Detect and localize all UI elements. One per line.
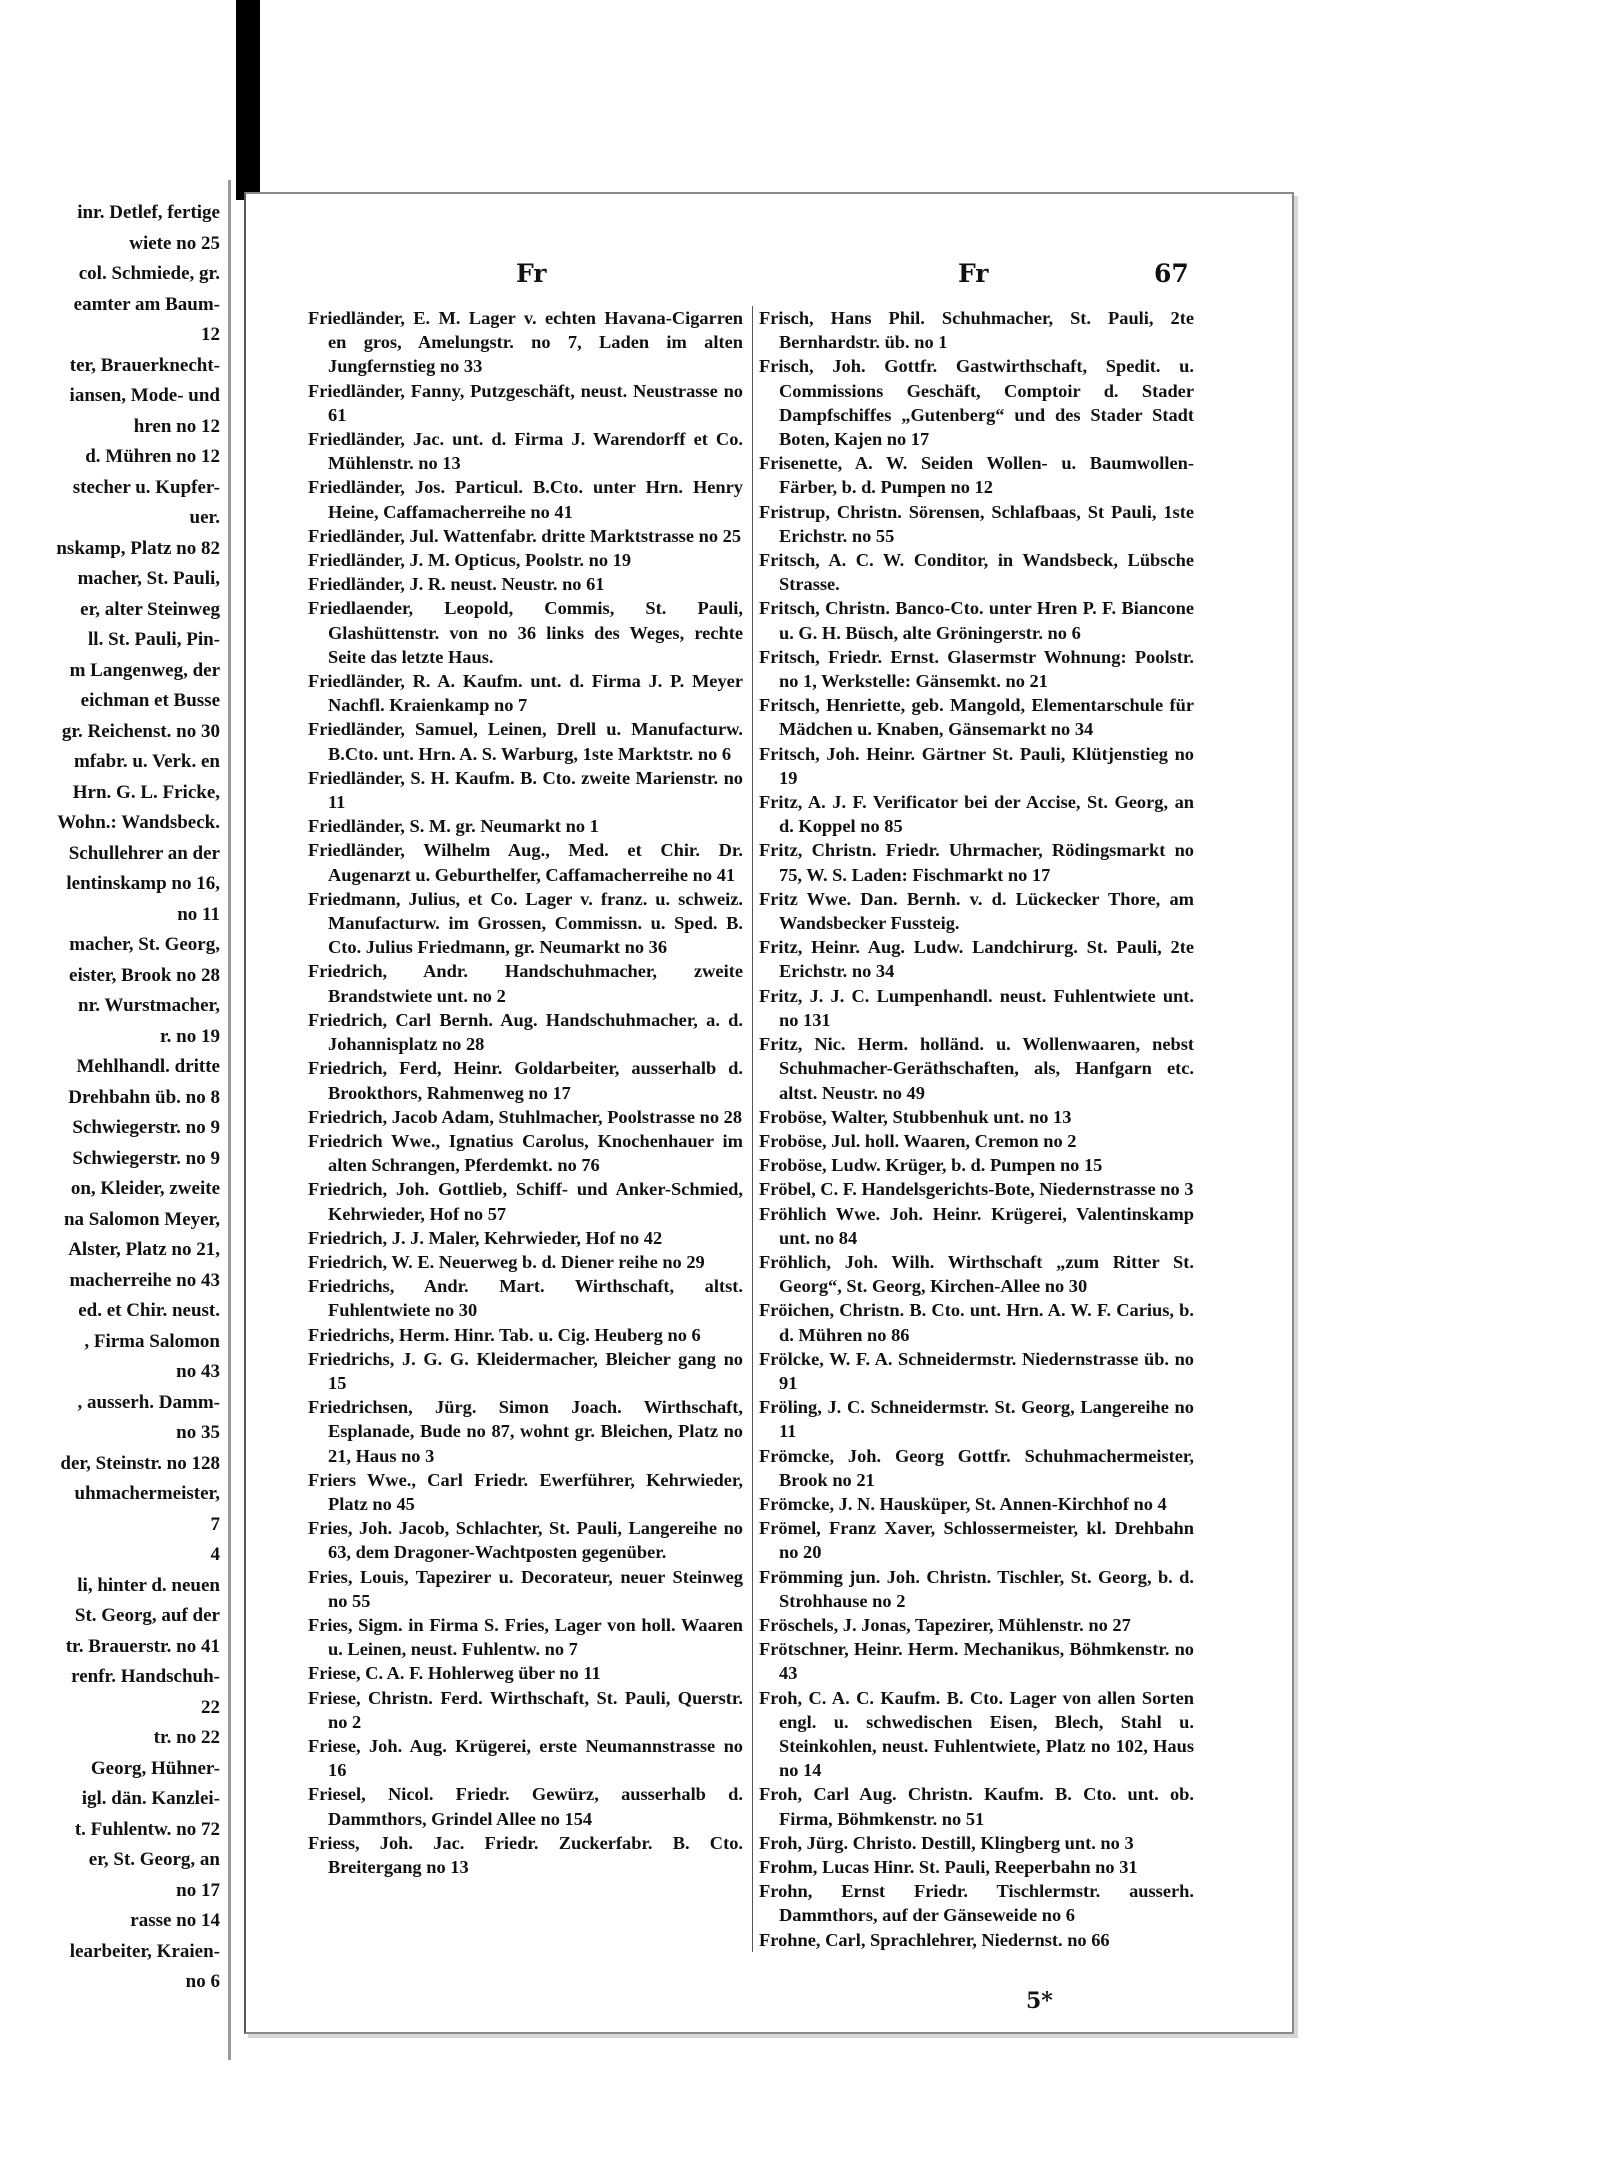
previous-page-line: hren no 12 bbox=[133, 415, 220, 437]
directory-entry: Frohm, Lucas Hinr. St. Pauli, Reeperbahn no 31 bbox=[759, 1857, 1138, 1877]
previous-page-line: lentinskamp no 16, bbox=[66, 873, 220, 894]
directory-entry: Fries, Joh. Jacob, Schlachter, St. Pauli, Langereihe no 63, dem Dragoner-Wachtposten gegenüber. bbox=[308, 1518, 743, 1563]
previous-page-line: renfr. Handschuh- bbox=[71, 1666, 220, 1687]
directory-entry: Friedländer, Jac. unt. d. Firma J. Warendorff et Co. Mühlenstr. no 13 bbox=[308, 429, 743, 474]
previous-page-line: Schwiegerstr. no 9 bbox=[72, 1147, 220, 1169]
directory-entry: Fritz, Christn. Friedr. Uhrmacher, Rödingsmarkt no 75, W. S. Laden: Fischmarkt no 17 bbox=[759, 840, 1194, 885]
previous-page-line: der, Steinstr. no 128 bbox=[60, 1452, 220, 1474]
directory-entry: Fries, Sigm. in Firma S. Fries, Lager von holl. Waaren u. Leinen, neust. Fuhlentw. no 7 bbox=[308, 1614, 743, 1660]
directory-entry: Friese, Joh. Aug. Krügerei, erste Neumannstrasse no 16 bbox=[308, 1735, 743, 1781]
header-left-letters: Fr bbox=[516, 259, 547, 288]
directory-entry: Fritsch, Friedr. Ernst. Glasermstr Wohnung: Poolstr. no 1, Werkstelle: Gänsemkt. no 21 bbox=[759, 646, 1194, 692]
previous-page-line: eister, Brook no 28 bbox=[69, 964, 220, 986]
previous-page-line: no 17 bbox=[176, 1879, 220, 1901]
right-column bbox=[752, 306, 1194, 1952]
previous-page-line: ll. St. Pauli, Pin- bbox=[88, 629, 220, 650]
directory-entry: Froh, C. A. C. Kaufm. B. Cto. Lager von allen Sorten engl. u. schwedischen Eisen, Blech, Stahl u. Steinkohlen, neust. Fuhlentwiete, Platz no 102, Haus no 14 bbox=[759, 1687, 1194, 1781]
previous-page-line: tr. Brauerstr. no 41 bbox=[65, 1635, 220, 1657]
header-right-letters: Fr bbox=[958, 259, 989, 288]
previous-page-line: Alster, Platz no 21, bbox=[68, 1239, 220, 1260]
directory-entry: Friedländer, J. M. Opticus, Poolstr. no 19 bbox=[308, 550, 632, 571]
directory-entry: Fröling, J. C. Schneidermstr. St. Georg, Langereihe no 11 bbox=[759, 1397, 1194, 1442]
directory-entry: Friedrich, Carl Bernh. Aug. Handschuhmacher, a. d. Johannisplatz no 28 bbox=[308, 1009, 743, 1055]
directory-entry: Friedrichsen, Jürg. Simon Joach. Wirthschaft, Esplanade, Bude no 87, wohnt gr. Bleichen, Platz no 21, Haus no 3 bbox=[308, 1397, 743, 1466]
directory-entry: Froh, Carl Aug. Christn. Kaufm. B. Cto. unt. ob. Firma, Böhmkenstr. no 51 bbox=[759, 1784, 1194, 1829]
previous-page-line: Wohn.: Wandsbeck. bbox=[57, 812, 220, 833]
directory-entry: Fröbel, C. F. Handelsgerichts-Bote, Niedernstrasse no 3 bbox=[759, 1179, 1194, 1200]
directory-entry: Friedrichs, Herm. Hinr. Tab. u. Cig. Heuberg no 6 bbox=[308, 1324, 701, 1345]
previous-page-line: li, hinter d. neuen bbox=[77, 1574, 220, 1596]
previous-page-line: no 11 bbox=[177, 903, 220, 925]
previous-page-line: on, Kleider, zweite bbox=[70, 1178, 220, 1199]
directory-entry: Friess, Joh. Jac. Friedr. Zuckerfabr. B. Cto. Breitergang no 13 bbox=[308, 1832, 743, 1877]
previous-page-line: d. Mühren no 12 bbox=[85, 446, 220, 467]
previous-page-line: wiete no 25 bbox=[129, 232, 220, 254]
directory-entry: Frisch, Joh. Gottfr. Gastwirthschaft, Spedit. u. Commissions Geschäft, Comptoir d. Stader Dampfschiffes „Gutenberg“ und des Stader Stadt Boten, Kajen no 17 bbox=[759, 356, 1194, 450]
directory-entry: Friers Wwe., Carl Friedr. Ewerführer, Kehrwieder, Platz no 45 bbox=[308, 1469, 743, 1514]
directory-entry: Frömel, Franz Xaver, Schlossermeister, kl. Drehbahn no 20 bbox=[759, 1518, 1194, 1563]
previous-page-line: learbeiter, Kraien- bbox=[69, 1940, 220, 1962]
directory-entry: Friedländer, J. R. neust. Neustr. no 61 bbox=[308, 574, 605, 595]
directory-entry: Frohn, Ernst Friedr. Tischlermstr. ausserh. Dammthors, auf der Gänseweide no 6 bbox=[759, 1881, 1194, 1926]
directory-entry: Fröhlich, Joh. Wilh. Wirthschaft „zum Ritter St. Georg“, St. Georg, Kirchen-Allee no 30 bbox=[759, 1251, 1194, 1297]
previous-page-line: stecher u. Kupfer- bbox=[72, 476, 220, 498]
directory-entry: Friedrich Wwe., Ignatius Carolus, Knochenhauer im alten Schrangen, Pferdemkt. no 76 bbox=[308, 1130, 743, 1176]
directory-entry: Friedländer, R. A. Kaufm. unt. d. Firma J. P. Meyer Nachfl. Kraienkamp no 7 bbox=[308, 671, 743, 716]
previous-page-line: , ausserh. Damm- bbox=[77, 1391, 220, 1413]
previous-page-line: Georg, Hühner- bbox=[90, 1757, 220, 1779]
directory-entry: Friedrichs, Andr. Mart. Wirthschaft, altst. Fuhlentwiete no 30 bbox=[308, 1276, 743, 1321]
directory-entry: Frölcke, W. F. A. Schneidermstr. Niedernstrasse üb. no 91 bbox=[759, 1348, 1194, 1393]
page-number: 67 bbox=[1154, 259, 1189, 288]
directory-entry: Friedländer, Wilhelm Aug., Med. et Chir. Dr. Augenarzt u. Geburthelfer, Caffamacherreihe no 41 bbox=[308, 840, 743, 885]
previous-page-line: 12 bbox=[201, 324, 220, 345]
directory-entry: Fries, Louis, Tapezirer u. Decorateur, neuer Steinweg no 55 bbox=[308, 1566, 743, 1611]
directory-entry: Fröschels, J. Jonas, Tapezirer, Mühlenstr. no 27 bbox=[759, 1614, 1131, 1635]
directory-entry: Fröhlich Wwe. Joh. Heinr. Krügerei, Valentinskamp unt. no 84 bbox=[759, 1203, 1194, 1248]
directory-entry: Friese, Christn. Ferd. Wirthschaft, St. Pauli, Querstr. no 2 bbox=[308, 1687, 743, 1732]
directory-entry: Froböse, Jul. holl. Waaren, Cremon no 2 bbox=[759, 1130, 1077, 1151]
directory-entry: Friedlaender, Leopold, Commis, St. Pauli, Glashüttenstr. von no 36 links des Weges, rechte Seite das letzte Haus. bbox=[308, 598, 743, 667]
directory-entry: Fritz, Nic. Herm. holländ. u. Wollenwaaren, nebst Schuhmacher-Geräthschaften, als, Hanfgarn etc. altst. Neustr. no 49 bbox=[759, 1034, 1194, 1103]
previous-page-fragment bbox=[0, 180, 231, 2060]
directory-entry: Fritsch, A. C. W. Conditor, in Wandsbeck, Lübsche Strasse. bbox=[759, 550, 1194, 595]
previous-page-line: mfabr. u. Verk. en bbox=[73, 751, 220, 772]
directory-entry: Friedländer, E. M. Lager v. echten Havana-Cigarren en gros, Amelungstr. no 7, Laden im alten Jungfernstieg no 33 bbox=[308, 308, 743, 377]
directory-entry: Froböse, Ludw. Krüger, b. d. Pumpen no 15 bbox=[759, 1155, 1103, 1176]
previous-page-line: nr. Wurstmacher, bbox=[78, 995, 220, 1016]
previous-page-line: no 43 bbox=[176, 1361, 220, 1382]
previous-page-line: nskamp, Platz no 82 bbox=[56, 537, 220, 559]
previous-page-line: m Langenweg, der bbox=[69, 659, 220, 681]
directory-entry: Friedrich, Jacob Adam, Stuhlmacher, Poolstrasse no 28 bbox=[308, 1106, 743, 1127]
signature-mark: 5* bbox=[1026, 1988, 1053, 2014]
directory-entry: Fritz, A. J. F. Verificator bei der Accise, St. Georg, an d. Koppel no 85 bbox=[759, 792, 1194, 837]
left-column bbox=[308, 306, 743, 1879]
directory-entry: Friedländer, Samuel, Leinen, Drell u. Manufacturw. B.Cto. unt. Hrn. A. S. Warburg, 1ste Marktstr. no 6 bbox=[308, 719, 743, 764]
directory-entry: Friedländer, Fanny, Putzgeschäft, neust. Neustrasse no 61 bbox=[308, 380, 743, 425]
previous-page-line: macher, St. Pauli, bbox=[77, 568, 220, 589]
previous-page-line: inr. Detlef, fertige bbox=[77, 202, 220, 223]
previous-page-line: gr. Reichenst. no 30 bbox=[61, 720, 220, 742]
previous-page-line: r. no 19 bbox=[159, 1025, 220, 1047]
directory-entry: Frohne, Carl, Sprachlehrer, Niedernst. no 66 bbox=[759, 1929, 1110, 1950]
directory-entry: Froh, Jürg. Christo. Destill, Klingberg unt. no 3 bbox=[759, 1832, 1134, 1853]
directory-entry: Friedrich, Ferd, Heinr. Goldarbeiter, ausserhalb d. Brookthors, Rahmenweg no 17 bbox=[308, 1058, 743, 1103]
directory-entry: Friedrich, Joh. Gottlieb, Schiff- und Anker-Schmied, Kehrwieder, Hof no 57 bbox=[308, 1179, 743, 1224]
previous-page-line: t. Fuhlentw. no 72 bbox=[74, 1818, 220, 1840]
directory-entry: Friedrich, J. J. Maler, Kehrwieder, Hof no 42 bbox=[308, 1227, 663, 1248]
binding-shadow bbox=[236, 0, 260, 200]
directory-page bbox=[244, 192, 1294, 2034]
directory-entry: Fritz, J. J. C. Lumpenhandl. neust. Fuhlentwiete unt. no 131 bbox=[759, 985, 1194, 1030]
directory-entry: Frötschner, Heinr. Herm. Mechanikus, Böhmkenstr. no 43 bbox=[759, 1639, 1194, 1684]
directory-entry: Frömcke, Joh. Georg Gottfr. Schuhmachermeister, Brook no 21 bbox=[759, 1445, 1194, 1490]
directory-entry: Friedrich, W. E. Neuerweg b. d. Diener reihe no 29 bbox=[308, 1251, 705, 1272]
directory-entry: Friedrich, Andr. Handschuhmacher, zweite Brandstwiete unt. no 2 bbox=[308, 961, 743, 1006]
directory-entry: Fristrup, Christn. Sörensen, Schlafbaas, St Pauli, 1ste Erichstr. no 55 bbox=[759, 501, 1194, 546]
previous-page-line: 4 bbox=[210, 1544, 220, 1565]
previous-page-line: Schullehrer an der bbox=[68, 842, 220, 864]
directory-entry: Friedländer, S. M. gr. Neumarkt no 1 bbox=[308, 816, 599, 837]
directory-entry: Frisenette, A. W. Seiden Wollen- u. Baumwollen-Färber, b. d. Pumpen no 12 bbox=[759, 453, 1194, 498]
previous-page-line: col. Schmiede, gr. bbox=[78, 263, 220, 284]
previous-page-line: Hrn. G. L. Fricke, bbox=[72, 781, 220, 803]
directory-entry: Fritsch, Joh. Heinr. Gärtner St. Pauli, Klütjenstieg no 19 bbox=[759, 743, 1194, 788]
previous-page-line: ed. et Chir. neust. bbox=[78, 1300, 220, 1321]
previous-page-line: St. Georg, auf der bbox=[74, 1605, 220, 1626]
directory-entry: Frömming jun. Joh. Christn. Tischler, St. Georg, b. d. Strohhause no 2 bbox=[759, 1566, 1194, 1611]
directory-entry: Fritz Wwe. Dan. Bernh. v. d. Lückecker Thore, am Wandsbecker Fussteig. bbox=[759, 888, 1194, 934]
previous-page-line: er, St. Georg, an bbox=[88, 1849, 220, 1870]
previous-page-line: ter, Brauerknecht- bbox=[69, 354, 220, 376]
previous-page-line: no 35 bbox=[176, 1422, 220, 1443]
previous-page-line: Drehbahn üb. no 8 bbox=[68, 1086, 220, 1108]
previous-page-line: igl. dän. Kanzlei- bbox=[81, 1788, 220, 1809]
previous-page-line: eichman et Busse bbox=[80, 690, 220, 711]
directory-entry: Fritsch, Christn. Banco-Cto. unter Hren P. F. Biancone u. G. H. Büsch, alte Gröningerstr. no 6 bbox=[759, 598, 1194, 643]
previous-page-line: macherreihe no 43 bbox=[69, 1269, 220, 1291]
previous-page-line: macher, St. Georg, bbox=[69, 934, 220, 955]
previous-page-line: uer. bbox=[189, 507, 220, 528]
directory-entry: Fröichen, Christn. B. Cto. unt. Hrn. A. W. F. Carius, b. d. Mühren no 86 bbox=[759, 1300, 1194, 1345]
previous-page-line: Mehlhandl. dritte bbox=[76, 1056, 220, 1077]
directory-entry: Friedmann, Julius, et Co. Lager v. franz. u. schweiz. Manufacturw. im Grossen, Commissn. u. Sped. B. Cto. Julius Friedmann, gr. Neumarkt no 36 bbox=[308, 888, 743, 958]
previous-page-line: tr. no 22 bbox=[153, 1727, 220, 1748]
previous-page-line: er, alter Steinweg bbox=[80, 598, 220, 620]
previous-page-line: uhmachermeister, bbox=[74, 1483, 220, 1504]
previous-page-line: na Salomon Meyer, bbox=[63, 1208, 220, 1230]
directory-entry: Frisch, Hans Phil. Schuhmacher, St. Pauli, 2te Bernhardstr. üb. no 1 bbox=[759, 308, 1194, 353]
previous-page-line: 22 bbox=[201, 1696, 220, 1718]
previous-page-line: 7 bbox=[210, 1513, 220, 1535]
directory-entry: Friedrichs, J. G. G. Kleidermacher, Bleicher gang no 15 bbox=[308, 1348, 743, 1393]
previous-page-line: , Firma Salomon bbox=[84, 1330, 220, 1352]
directory-entry: Fritz, Heinr. Aug. Ludw. Landchirurg. St. Pauli, 2te Erichstr. no 34 bbox=[759, 937, 1194, 982]
directory-entry: Friedländer, Jul. Wattenfabr. dritte Marktstrasse no 25 bbox=[308, 525, 742, 546]
previous-page-line: Schwiegerstr. no 9 bbox=[72, 1117, 220, 1138]
directory-entry: Friese, C. A. F. Hohlerweg über no 11 bbox=[308, 1663, 601, 1684]
directory-entry: Frömcke, J. N. Hausküper, St. Annen-Kirchhof no 4 bbox=[759, 1493, 1167, 1514]
previous-page-line: eamter am Baum- bbox=[73, 293, 220, 315]
directory-entry: Friesel, Nicol. Friedr. Gewürz, ausserhalb d. Dammthors, Grindel Allee no 154 bbox=[308, 1784, 743, 1829]
previous-page-line: iansen, Mode- und bbox=[69, 385, 220, 406]
previous-page-line: rasse no 14 bbox=[130, 1910, 220, 1931]
directory-entry: Froböse, Walter, Stubbenhuk unt. no 13 bbox=[759, 1106, 1072, 1127]
directory-entry: Friedländer, S. H. Kaufm. B. Cto. zweite Marienstr. no 11 bbox=[308, 767, 743, 813]
directory-entry: Friedländer, Jos. Particul. B.Cto. unter Hrn. Henry Heine, Caffamacherreihe no 41 bbox=[308, 477, 743, 522]
previous-page-line: no 6 bbox=[185, 1971, 220, 1992]
directory-entry: Fritsch, Henriette, geb. Mangold, Elementarschule für Mädchen u. Knaben, Gänsemarkt no 34 bbox=[759, 695, 1194, 740]
